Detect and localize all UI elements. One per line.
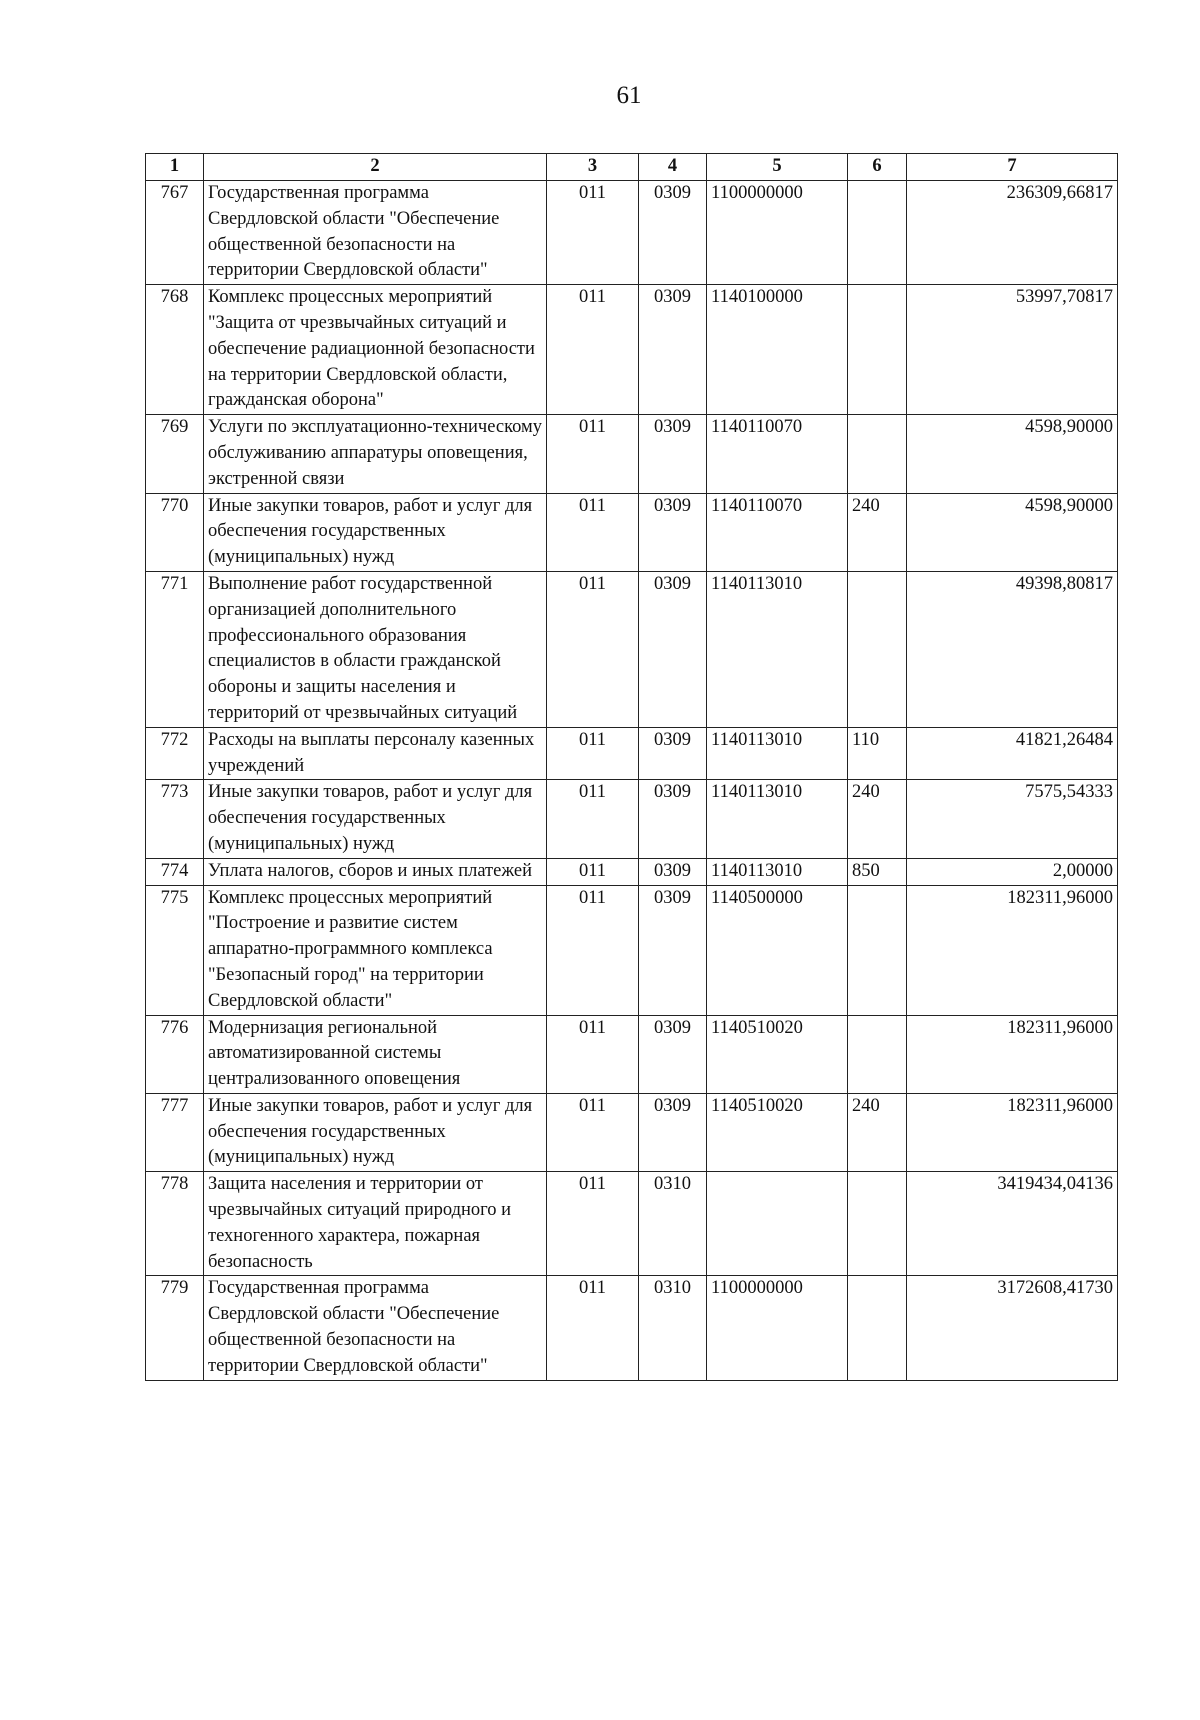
table-row (146, 885, 1118, 1015)
row-code-3-cell: 011 (547, 1172, 639, 1276)
table-row (146, 780, 1118, 858)
row-amount-cell: 4598,90000 (907, 415, 1118, 493)
page-number: 61 (616, 82, 642, 109)
row-name-cell: Уплата налогов, сборов и иных платежей (204, 858, 547, 885)
row-code-4-cell: 0309 (639, 181, 707, 285)
row-code-6-cell (848, 1276, 907, 1380)
row-code-4-cell: 0309 (639, 858, 707, 885)
table-row (146, 415, 1118, 493)
table-row (146, 1172, 1118, 1276)
row-code-5-cell: 1100000000 (707, 181, 848, 285)
table-row (146, 727, 1118, 780)
table-row (146, 1093, 1118, 1171)
row-name-cell: Иные закупки товаров, работ и услуг для обеспечения государственных (муниципальных) нужд (204, 780, 547, 858)
row-code-4-cell: 0309 (639, 780, 707, 858)
row-code-3-cell: 011 (547, 1015, 639, 1093)
row-name-cell: Защита населения и территории от чрезвычайных ситуаций природного и техногенного характера, пожарная безопасность (204, 1172, 547, 1276)
row-amount-cell: 7575,54333 (907, 780, 1118, 858)
table-body (146, 181, 1118, 1381)
row-code-5-cell: 1140100000 (707, 285, 848, 415)
header-col-2: 2 (204, 154, 547, 181)
row-amount-cell: 41821,26484 (907, 727, 1118, 780)
row-number-cell: 777 (146, 1093, 204, 1171)
row-code-4-cell: 0309 (639, 493, 707, 571)
row-code-5-cell: 1140113010 (707, 858, 848, 885)
row-amount-cell: 4598,90000 (907, 493, 1118, 571)
row-amount-cell: 3419434,04136 (907, 1172, 1118, 1276)
row-code-6-cell: 240 (848, 493, 907, 571)
row-number-cell: 772 (146, 727, 204, 780)
row-number-cell: 778 (146, 1172, 204, 1276)
row-name-cell: Иные закупки товаров, работ и услуг для обеспечения государственных (муниципальных) нужд (204, 493, 547, 571)
row-code-6-cell (848, 181, 907, 285)
row-code-6-cell (848, 415, 907, 493)
row-code-4-cell: 0309 (639, 727, 707, 780)
table-row (146, 493, 1118, 571)
row-code-3-cell: 011 (547, 493, 639, 571)
row-code-6-cell: 110 (848, 727, 907, 780)
row-name-cell: Услуги по эксплуатационно-техническому обслуживанию аппаратуры оповещения, экстренной связи (204, 415, 547, 493)
row-code-4-cell: 0310 (639, 1172, 707, 1276)
row-number-cell: 769 (146, 415, 204, 493)
header-col-7: 7 (907, 154, 1118, 181)
row-amount-cell: 53997,70817 (907, 285, 1118, 415)
header-col-5: 5 (707, 154, 848, 181)
header-col-3: 3 (547, 154, 639, 181)
row-number-cell: 776 (146, 1015, 204, 1093)
header-row (146, 154, 1118, 181)
table-row (146, 1276, 1118, 1380)
row-code-3-cell: 011 (547, 780, 639, 858)
row-amount-cell: 182311,96000 (907, 885, 1118, 1015)
row-name-cell: Государственная программа Свердловской области "Обеспечение общественной безопасности на территории Свердловской области" (204, 181, 547, 285)
budget-table (145, 153, 1118, 1381)
row-name-cell: Расходы на выплаты персоналу казенных учреждений (204, 727, 547, 780)
row-code-3-cell: 011 (547, 727, 639, 780)
row-code-6-cell (848, 885, 907, 1015)
row-number-cell: 774 (146, 858, 204, 885)
header-col-1: 1 (146, 154, 204, 181)
row-code-5-cell: 1140113010 (707, 571, 848, 727)
row-number-cell: 775 (146, 885, 204, 1015)
row-code-4-cell: 0309 (639, 571, 707, 727)
row-code-3-cell: 011 (547, 415, 639, 493)
row-code-5-cell: 1140110070 (707, 415, 848, 493)
row-code-6-cell: 240 (848, 1093, 907, 1171)
row-number-cell: 770 (146, 493, 204, 571)
row-code-3-cell: 011 (547, 858, 639, 885)
row-code-6-cell (848, 1015, 907, 1093)
row-amount-cell: 2,00000 (907, 858, 1118, 885)
table-row (146, 181, 1118, 285)
row-amount-cell: 49398,80817 (907, 571, 1118, 727)
row-amount-cell: 182311,96000 (907, 1093, 1118, 1171)
row-code-5-cell: 1140510020 (707, 1093, 848, 1171)
row-code-6-cell: 850 (848, 858, 907, 885)
row-code-6-cell (848, 571, 907, 727)
row-code-3-cell: 011 (547, 1093, 639, 1171)
row-code-4-cell: 0309 (639, 885, 707, 1015)
row-amount-cell: 182311,96000 (907, 1015, 1118, 1093)
header-col-6: 6 (848, 154, 907, 181)
row-code-4-cell: 0310 (639, 1276, 707, 1380)
row-code-5-cell: 1140500000 (707, 885, 848, 1015)
table-row (146, 571, 1118, 727)
row-code-4-cell: 0309 (639, 285, 707, 415)
row-number-cell: 768 (146, 285, 204, 415)
row-name-cell: Модернизация региональной автоматизированной системы централизованного оповещения (204, 1015, 547, 1093)
table-header (146, 154, 1118, 181)
table-row (146, 285, 1118, 415)
row-code-5-cell: 1140113010 (707, 727, 848, 780)
row-amount-cell: 3172608,41730 (907, 1276, 1118, 1380)
row-code-4-cell: 0309 (639, 1093, 707, 1171)
row-code-5-cell: 1140110070 (707, 493, 848, 571)
row-name-cell: Комплекс процессных мероприятий "Защита от чрезвычайных ситуаций и обеспечение радиационной безопасности на территории Свердловской области, гражданская оборона" (204, 285, 547, 415)
row-number-cell: 779 (146, 1276, 204, 1380)
row-name-cell: Комплекс процессных мероприятий "Построение и развитие систем аппаратно-программного комплекса "Безопасный город" на территории Свердловской области" (204, 885, 547, 1015)
row-amount-cell: 236309,66817 (907, 181, 1118, 285)
header-col-4: 4 (639, 154, 707, 181)
row-number-cell: 773 (146, 780, 204, 858)
row-code-5-cell (707, 1172, 848, 1276)
row-name-cell: Государственная программа Свердловской области "Обеспечение общественной безопасности на территории Свердловской области" (204, 1276, 547, 1380)
row-number-cell: 767 (146, 181, 204, 285)
row-code-5-cell: 1140510020 (707, 1015, 848, 1093)
row-name-cell: Выполнение работ государственной организацией дополнительного профессионального образования специалистов в области гражданской обороны и защиты населения и территорий от чрезвычайных ситуаций (204, 571, 547, 727)
row-code-3-cell: 011 (547, 285, 639, 415)
row-code-5-cell: 1140113010 (707, 780, 848, 858)
row-code-4-cell: 0309 (639, 415, 707, 493)
row-name-cell: Иные закупки товаров, работ и услуг для обеспечения государственных (муниципальных) нужд (204, 1093, 547, 1171)
row-number-cell: 771 (146, 571, 204, 727)
table-row (146, 1015, 1118, 1093)
row-code-3-cell: 011 (547, 571, 639, 727)
row-code-5-cell: 1100000000 (707, 1276, 848, 1380)
row-code-3-cell: 011 (547, 885, 639, 1015)
row-code-6-cell (848, 1172, 907, 1276)
row-code-6-cell (848, 285, 907, 415)
row-code-3-cell: 011 (547, 1276, 639, 1380)
row-code-4-cell: 0309 (639, 1015, 707, 1093)
row-code-3-cell: 011 (547, 181, 639, 285)
row-code-6-cell: 240 (848, 780, 907, 858)
table-row (146, 858, 1118, 885)
